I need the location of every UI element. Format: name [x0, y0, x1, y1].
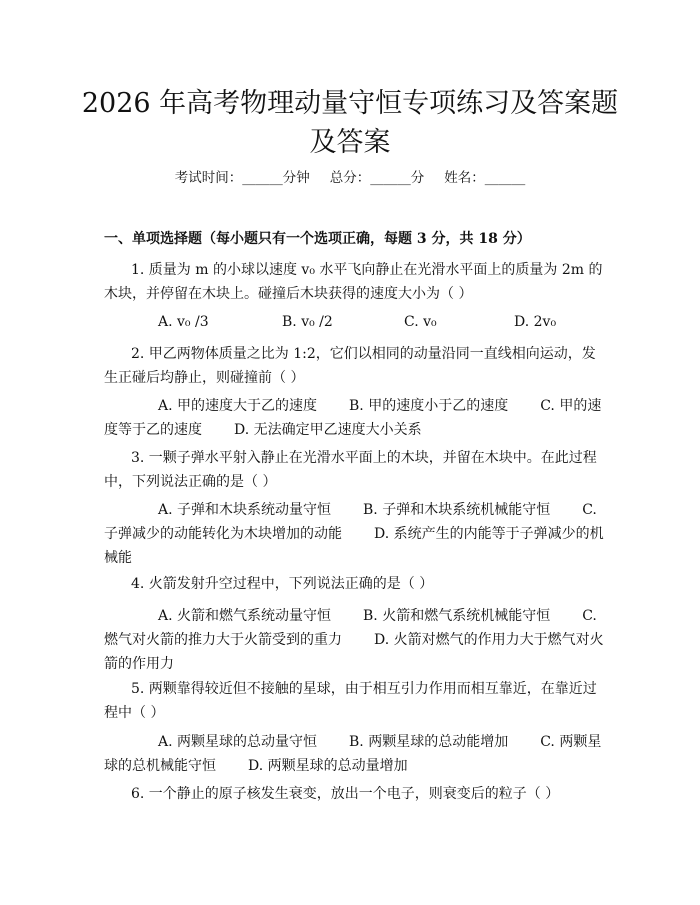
question-5-option-d: D. 两颗星球的总动量增加: [248, 758, 408, 774]
question-6: 6. 一个静止的原子核发生衰变，放出一个电子，则衰变后的粒子（ ）: [131, 786, 560, 802]
question-4-option-a: A. 火箭和燃气系统动量守恒: [158, 608, 332, 624]
question-1-option-d: D. 2v₀: [514, 314, 557, 330]
question-3: 3. 一颗子弹水平射入静止在光滑水平面上的木块，并留在木块中。在此过程中，下列说法正确的是（ ）: [104, 450, 597, 490]
title-line-2: 及答案: [309, 127, 391, 158]
section-heading: 一、单项选择题（每小题只有一个选项正确，每题 3 分，共 18 分）: [104, 231, 531, 247]
question-1: 1. 质量为 m 的小球以速度 v₀ 水平飞向静止在光滑水平面上的质量为 2m 的木块，并停留在木块上。碰撞后木块获得的速度大小为（ ）: [104, 262, 603, 302]
question-3-option-d: D. 系统产生的内能等于子弹减少的机械能: [104, 526, 604, 566]
question-3-option-c: C. 子弹减少的动能转化为木块增加的动能: [104, 502, 597, 542]
question-4: 4. 火箭发射升空过程中，下列说法正确的是（ ）: [131, 576, 434, 592]
question-2-option-a: A. 甲的速度大于乙的速度: [158, 398, 318, 414]
question-4-option-d: D. 火箭对燃气的作用力大于燃气对火箭的作用力: [104, 632, 604, 672]
question-5-option-b: B. 两颗星球的总动能增加: [349, 734, 509, 750]
exam-time: 考试时间：______分钟: [174, 170, 310, 186]
question-1-option-c: C. v₀: [404, 314, 437, 330]
question-4-option-c: C. 燃气对火箭的推力大于火箭受到的重力: [104, 608, 597, 648]
question-2-option-b: B. 甲的速度小于乙的速度: [349, 398, 509, 414]
title-line-1: 2026 年高考物理动量守恒专项练习及答案题: [81, 88, 619, 119]
student-name: 姓名：______: [444, 170, 526, 186]
question-4-option-b: B. 火箭和燃气系统机械能守恒: [363, 608, 551, 624]
question-3-option-a: A. 子弹和木块系统动量守恒: [158, 502, 332, 518]
document-title: [40, 84, 660, 162]
exam-score: 总分：______分: [329, 170, 425, 186]
question-3-option-b: B. 子弹和木块系统机械能守恒: [363, 502, 551, 518]
question-2-option-c: C. 甲的速度等于乙的速度: [104, 398, 602, 438]
question-5-options: [104, 730, 606, 778]
question-1-option-b: B. v₀ /2: [282, 314, 333, 330]
question-2-options: [104, 394, 606, 442]
question-2-option-d: D. 无法确定甲乙速度大小关系: [234, 422, 422, 438]
question-5: 5. 两颗靠得较近但不接触的星球，由于相互引力作用而相互靠近，在靠近过程中（ ）: [104, 681, 597, 721]
question-5-option-c: C. 两颗星球的总机械能守恒: [104, 734, 602, 774]
question-5-option-a: A. 两颗星球的总动量守恒: [158, 734, 318, 750]
question-3-options: [104, 498, 606, 570]
question-4-options: [104, 604, 606, 676]
exam-meta: [0, 168, 700, 188]
question-2: 2. 甲乙两物体质量之比为 1:2，它们以相同的动量沿同一直线相向运动，发生正碰后均静止，则碰撞前（ ）: [104, 346, 596, 386]
question-1-option-a: A. v₀ /3: [158, 314, 209, 330]
